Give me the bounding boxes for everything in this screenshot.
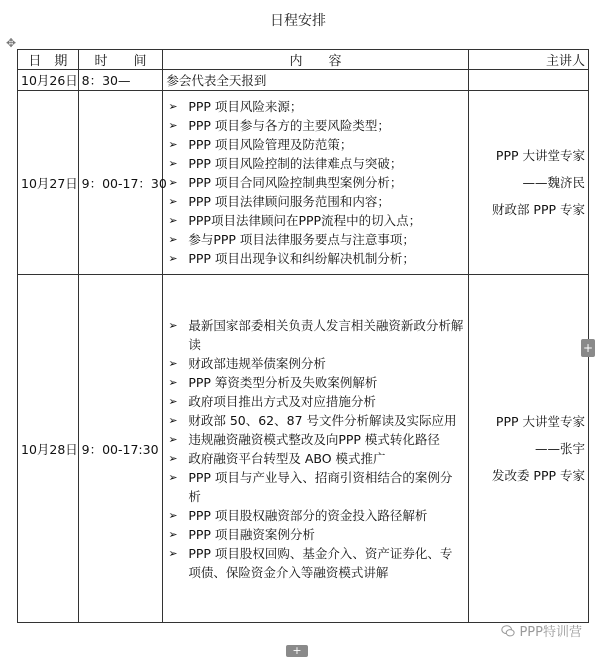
wechat-icon	[501, 624, 515, 638]
topic-item	[166, 430, 464, 449]
arrow-bullet-icon: ➢	[168, 394, 178, 408]
row-speaker	[468, 91, 588, 275]
speaker-affiliation: 发改委 PPP 专家	[491, 468, 585, 483]
topic-list	[166, 316, 464, 582]
arrow-bullet-icon: ➢	[168, 252, 178, 265]
speaker-name: ——魏济民	[522, 175, 585, 190]
table-row	[18, 70, 589, 91]
arrow-bullet-icon: ➢	[168, 214, 178, 227]
arrow-bullet-icon: ➢	[168, 233, 178, 246]
row-date: 10月26日	[18, 70, 79, 91]
header-time: 时 间	[78, 50, 163, 70]
row-content	[163, 275, 468, 623]
topic-text: PPP 筹资类型分析及失败案例解析	[188, 374, 378, 390]
topic-item	[166, 392, 464, 411]
topic-item	[166, 468, 464, 506]
topic-item	[166, 154, 464, 173]
speaker-title: PPP 大讲堂专家	[495, 414, 585, 429]
add-column-handle-icon[interactable]: +	[582, 341, 594, 355]
header-speaker: 主讲人	[468, 50, 588, 70]
speaker-name: ——张宇	[534, 441, 585, 456]
row-content	[163, 91, 468, 275]
topic-item	[166, 211, 464, 230]
row-speaker	[468, 70, 588, 91]
table-row	[18, 275, 589, 623]
schedule-table	[17, 49, 589, 623]
arrow-bullet-icon: ➢	[168, 413, 178, 427]
speaker-title: PPP 大讲堂专家	[495, 148, 585, 163]
arrow-bullet-icon: ➢	[168, 138, 178, 151]
topic-text: PPP 项目风险管理及防范策；	[188, 137, 353, 152]
watermark	[501, 621, 582, 640]
topic-item	[166, 449, 464, 468]
topic-item	[166, 525, 464, 544]
header-content: 内 容	[163, 50, 468, 70]
topic-text: PPP 项目与产业导入、招商引资相结合的案例分析	[188, 469, 453, 504]
topic-text: 违规融资融资模式整改及向PPP 模式转化路径	[188, 431, 440, 447]
table-header-row	[18, 50, 589, 70]
row-date: 10月27日	[18, 91, 79, 275]
topic-text: 参会代表全天报到	[166, 73, 267, 88]
arrow-bullet-icon: ➢	[168, 508, 178, 522]
topic-item	[166, 354, 464, 373]
topic-text: PPP 项目风险控制的法律难点与突破；	[188, 156, 403, 171]
topic-item	[166, 373, 464, 392]
topic-item	[166, 544, 464, 582]
schedule-title: 日程安排	[270, 13, 326, 29]
row-time: 9：00-17：30	[78, 91, 163, 275]
topic-item	[166, 135, 464, 154]
topic-item	[166, 97, 464, 116]
topic-text: PPP 项目股权回购、基金介入、资产证券化、专项债、保险资金介入等融资模式讲解	[188, 545, 453, 580]
row-content	[163, 70, 468, 91]
arrow-bullet-icon: ➢	[168, 375, 178, 389]
row-time: 8：30—	[78, 70, 163, 91]
arrow-bullet-icon: ➢	[168, 119, 178, 132]
topic-text: PPP 项目法律顾问服务范围和内容；	[188, 194, 390, 209]
topic-text: 政府项目推出方式及对应措施分析	[188, 393, 376, 409]
arrow-bullet-icon: ➢	[168, 157, 178, 170]
topic-item	[166, 506, 464, 525]
table-row	[18, 91, 589, 275]
arrow-bullet-icon: ➢	[168, 546, 178, 560]
header-date: 日 期	[18, 50, 79, 70]
arrow-bullet-icon: ➢	[168, 451, 178, 465]
arrow-bullet-icon: ➢	[168, 318, 178, 332]
arrow-bullet-icon: ➢	[168, 176, 178, 189]
topic-item	[166, 192, 464, 211]
topic-text: PPP 项目风险来源；	[188, 99, 303, 114]
topic-item	[166, 230, 464, 249]
row-date: 10月28日	[18, 275, 79, 623]
row-speaker	[468, 275, 588, 623]
speaker-affiliation: 财政部 PPP 专家	[491, 202, 585, 217]
add-row-handle-icon[interactable]: +	[286, 645, 308, 657]
topic-item	[166, 411, 464, 430]
topic-text: PPP 项目融资案例分析	[188, 526, 315, 542]
topic-text: PPP项目法律顾问在PPP流程中的切入点；	[188, 213, 422, 228]
arrow-bullet-icon: ➢	[168, 527, 178, 541]
topic-text: 参与PPP 项目法律服务要点与注意事项；	[188, 232, 415, 247]
arrow-bullet-icon: ➢	[168, 100, 178, 113]
topic-text: 财政部 50、62、87 号文件分析解读及实际应用	[188, 412, 457, 428]
arrow-bullet-icon: ➢	[168, 356, 178, 370]
table-move-handle-icon[interactable]: ✥	[6, 36, 17, 50]
topic-item	[166, 116, 464, 135]
topic-text: 最新国家部委相关负责人发言相关融资新政分析解读	[188, 317, 464, 352]
arrow-bullet-icon: ➢	[168, 432, 178, 446]
row-time: 9：00-17:30	[78, 275, 163, 623]
topic-text: PPP 项目出现争议和纠纷解决机制分析；	[188, 251, 415, 266]
topic-text: 财政部违规举债案例分析	[188, 355, 326, 371]
topic-item	[166, 249, 464, 268]
topic-text: PPP 项目股权融资部分的资金投入路径解析	[188, 507, 428, 523]
arrow-bullet-icon: ➢	[168, 195, 178, 208]
topic-text: PPP 项目参与各方的主要风险类型；	[188, 118, 390, 133]
topic-item	[166, 173, 464, 192]
topic-list	[166, 97, 464, 268]
arrow-bullet-icon: ➢	[168, 470, 178, 484]
topic-text: 政府融资平台转型及 ABO 模式推广	[188, 450, 386, 466]
topic-item	[166, 316, 464, 354]
topic-text: PPP 项目合同风险控制典型案例分析；	[188, 175, 403, 190]
watermark-text: PPP特训营	[519, 625, 582, 640]
